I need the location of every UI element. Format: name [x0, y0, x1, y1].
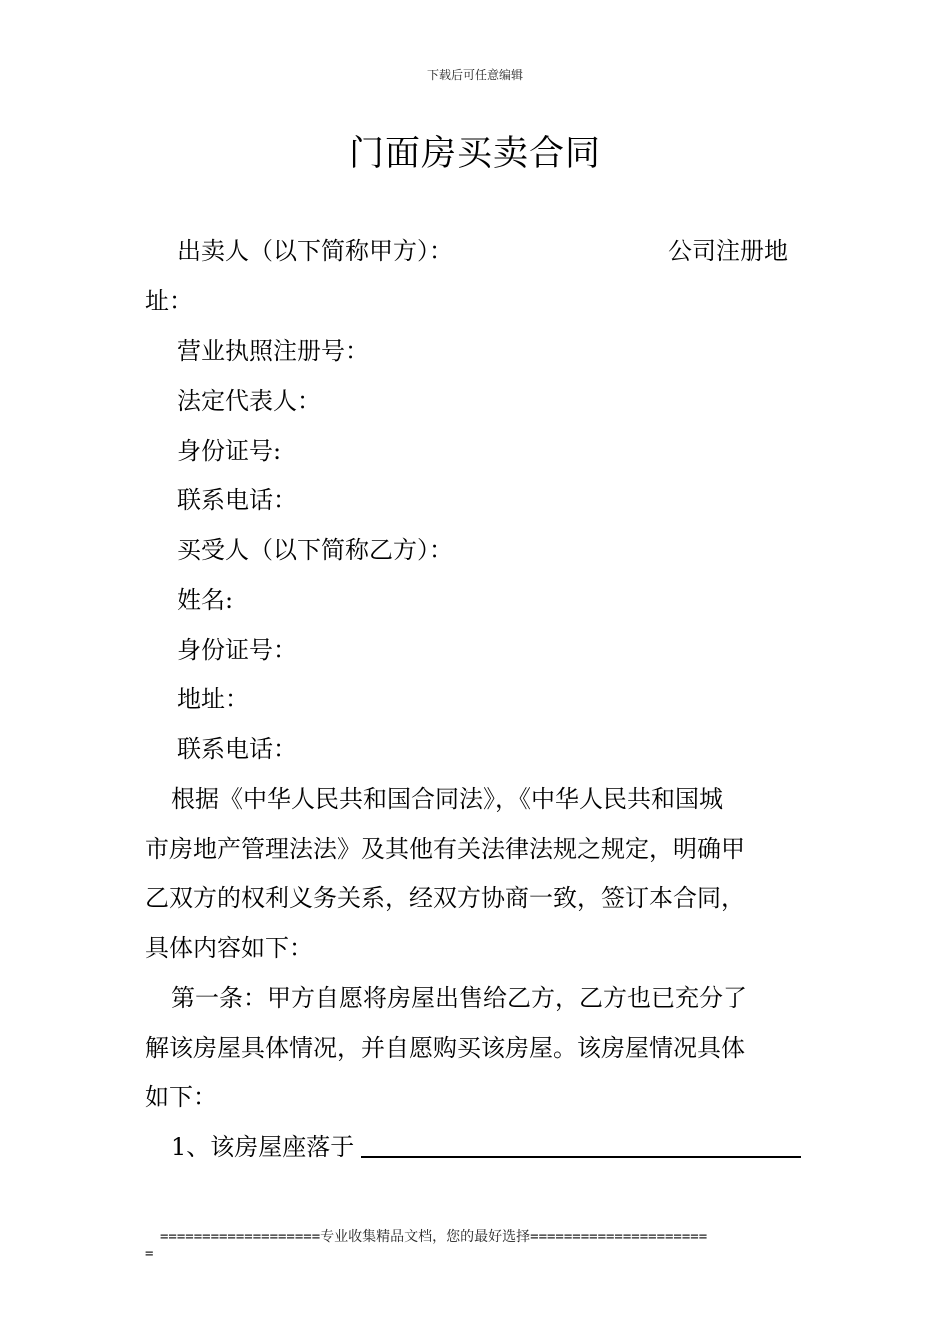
seller-phone-label: 联系电话：: [177, 486, 297, 514]
seller-address-label-part2: 址：: [145, 287, 193, 315]
buyer-phone-label: 联系电话：: [177, 735, 297, 763]
seller-id-label: 身份证号:: [177, 437, 282, 465]
buyer-address-label: 地址：: [177, 685, 249, 713]
footer-text: ===================专业收集精品文档，您的最好选择=====================: [160, 1229, 708, 1245]
header-note: 下载后可任意编辑: [426, 68, 523, 82]
item1-label: 1、该房屋座落于: [171, 1133, 355, 1161]
seller-legal-rep-label: 法定代表人：: [177, 387, 321, 415]
preamble-line: 具体内容如下：: [145, 934, 313, 962]
footer-tail: =: [145, 1246, 154, 1262]
preamble-line: 市房地产管理法法》及其他有关法律法规之规定，明确甲: [145, 835, 745, 863]
article1-line: 解该房屋具体情况，并自愿购买该房屋。该房屋情况具体: [145, 1034, 745, 1062]
seller-label: 出卖人（以下简称甲方）：: [177, 237, 453, 265]
document-title: 门面房买卖合同: [348, 134, 601, 174]
buyer-id-label: 身份证号：: [177, 636, 297, 664]
buyer-label: 买受人（以下简称乙方）：: [177, 536, 453, 564]
seller-license-label: 营业执照注册号：: [177, 337, 369, 365]
seller-address-label-part1: 公司注册地: [668, 237, 788, 265]
preamble-line: 根据《中华人民共和国合同法》，《中华人民共和国城: [171, 785, 723, 813]
preamble-line: 乙双方的权利义务关系，经双方协商一致，签订本合同，: [145, 884, 745, 912]
item1-blank-line: [361, 1156, 801, 1158]
article1-line: 如下：: [145, 1083, 217, 1111]
buyer-name-label: 姓名:: [177, 586, 234, 614]
article1-line: 第一条：甲方自愿将房屋出售给乙方，乙方也已充分了: [171, 984, 747, 1012]
